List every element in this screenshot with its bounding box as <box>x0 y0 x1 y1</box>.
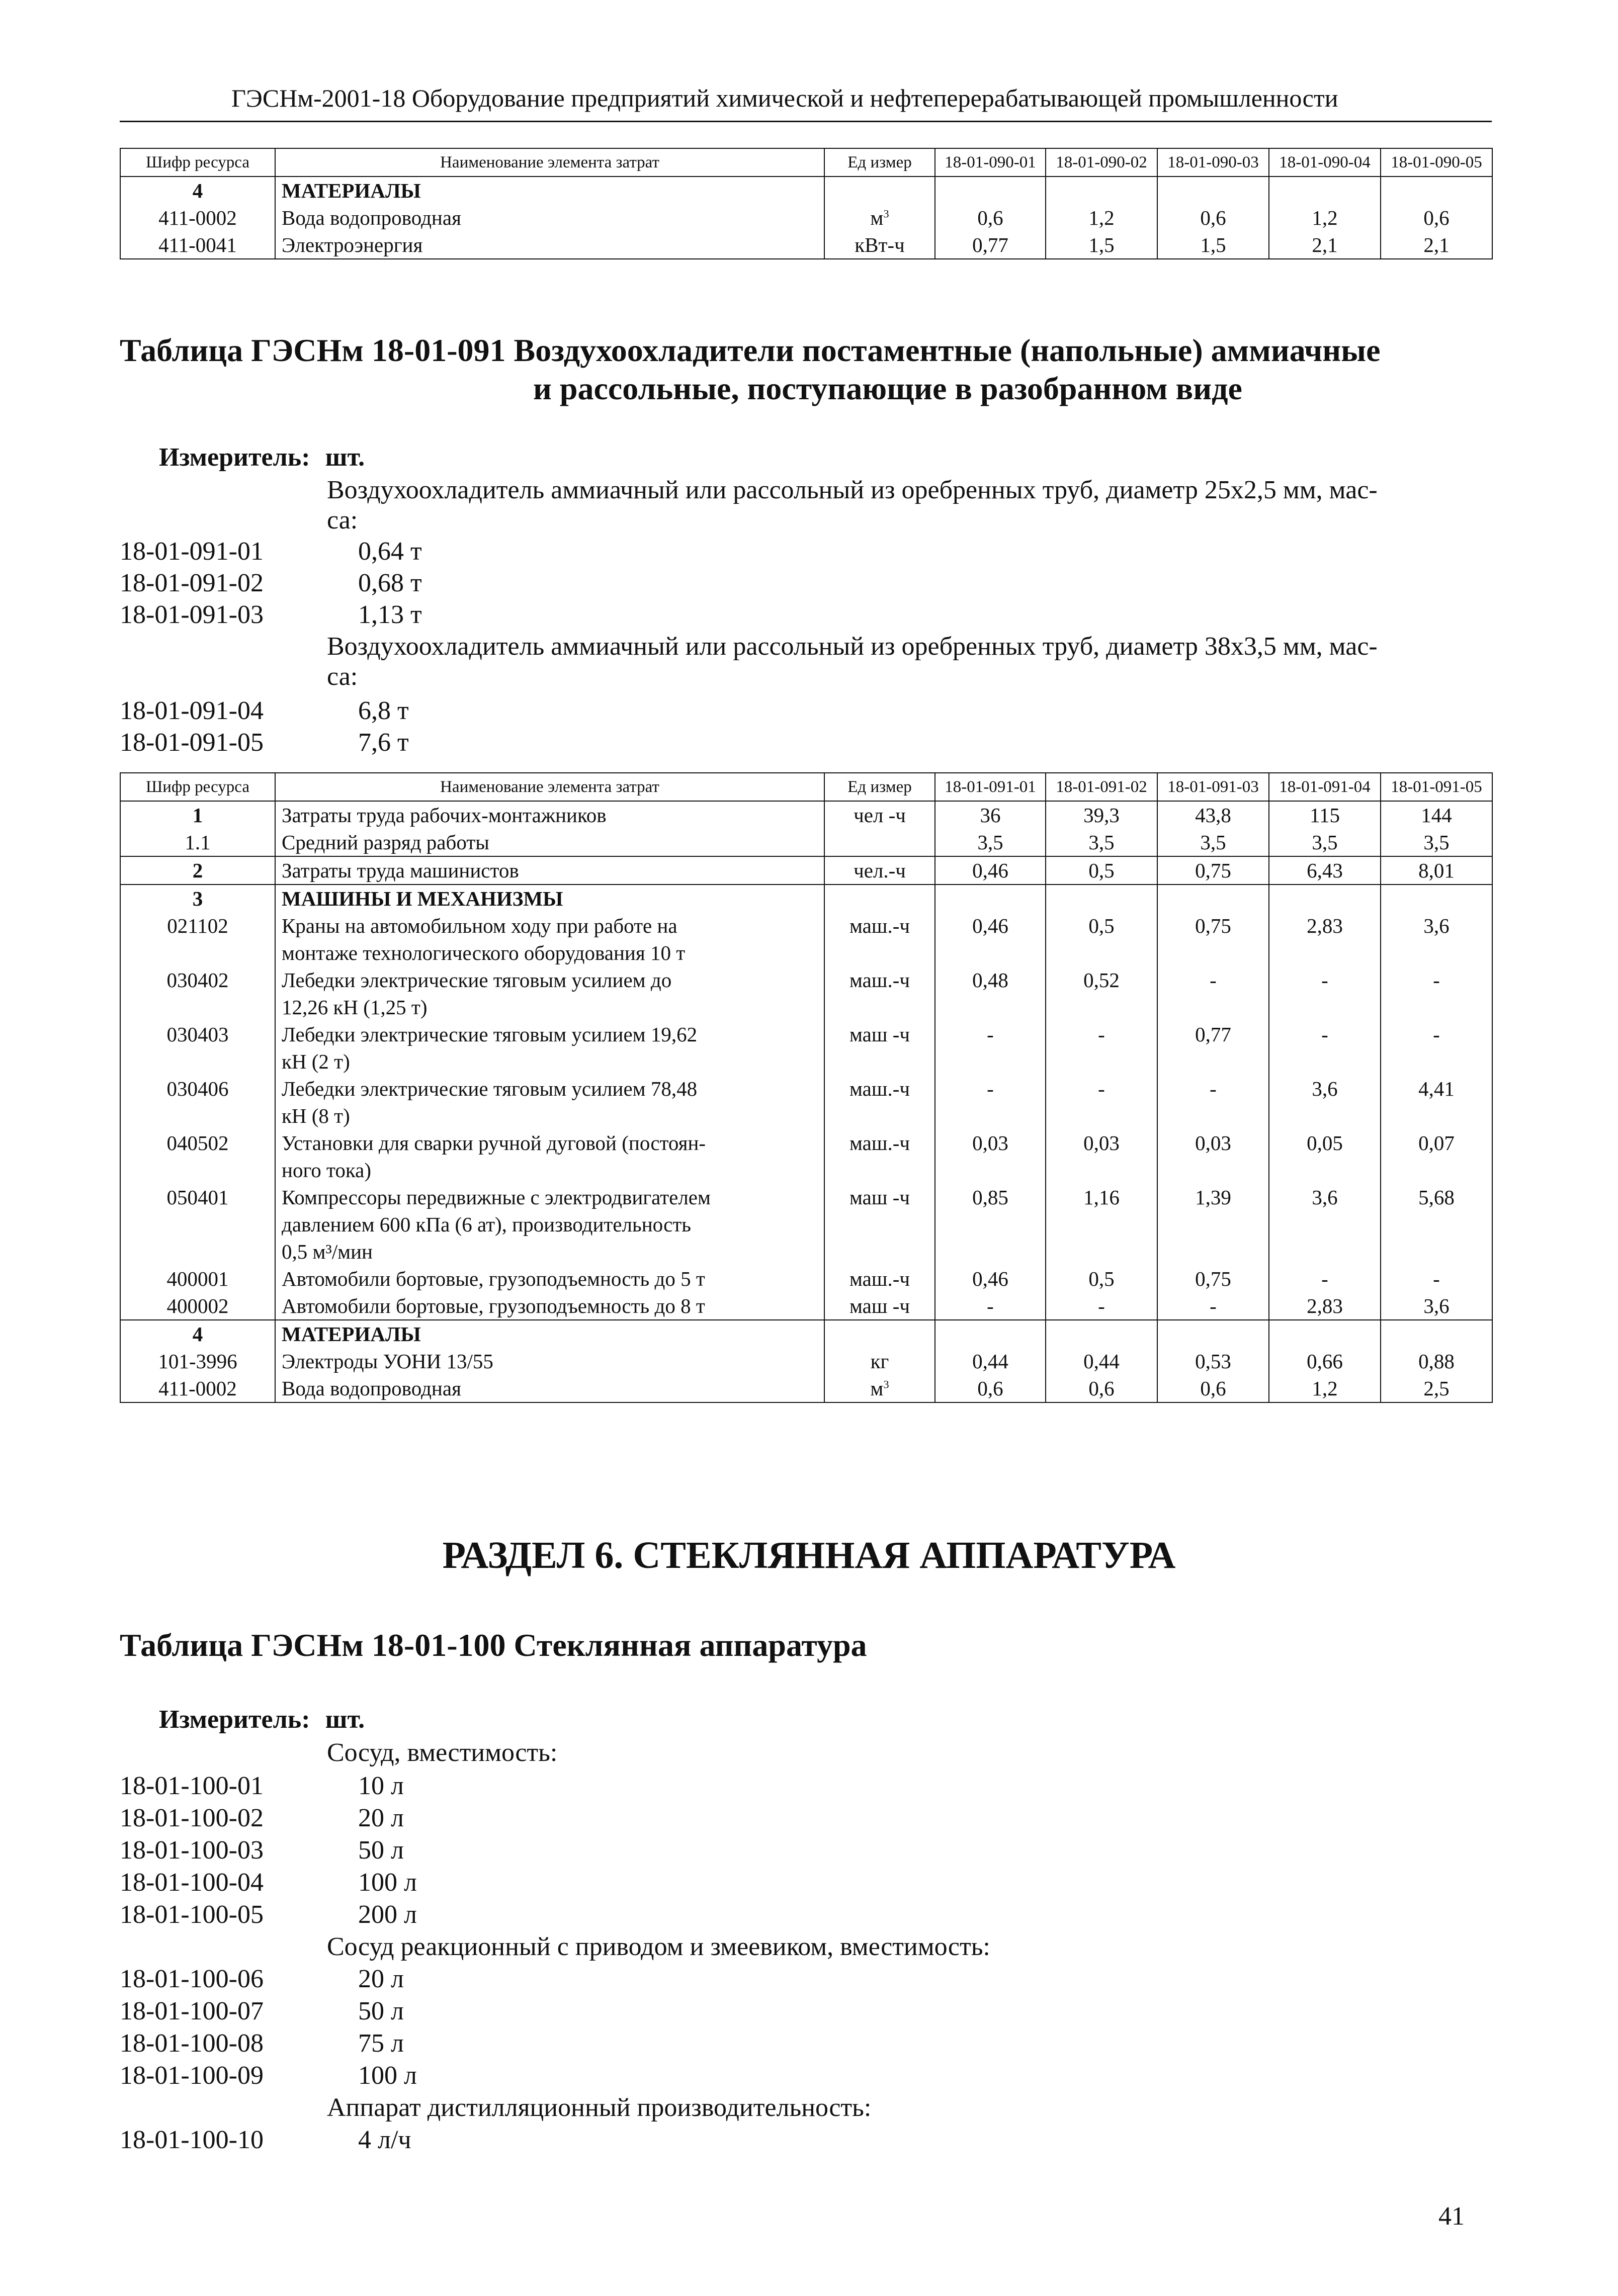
resource-code: 1.1 <box>120 829 275 856</box>
col-header-norm: 18-01-091-02 <box>1046 773 1157 801</box>
measure-value: шт. <box>325 443 365 472</box>
value-cell: 8,01 <box>1381 856 1492 885</box>
item-code: 18-01-100-10 <box>120 2126 264 2154</box>
col-header-name: Наименование элемента затрат <box>275 773 824 801</box>
col-header-norm: 18-01-090-02 <box>1046 148 1157 176</box>
item-value: 100 л <box>358 1868 417 1897</box>
value-cell: - <box>1157 1075 1269 1129</box>
value-cell: 0,03 <box>1046 1129 1157 1184</box>
value-cell: 36 <box>935 801 1046 829</box>
unit-cell: кг <box>824 1348 935 1375</box>
resource-code: 400002 <box>120 1292 275 1320</box>
item-value: 50 л <box>358 1836 404 1865</box>
resource-name: Электроды УОНИ 13/55 <box>275 1348 824 1375</box>
item-code: 18-01-100-04 <box>120 1868 264 1897</box>
table-title-100: Таблица ГЭСНм 18-01-100 Стеклянная аппаратура <box>120 1627 867 1663</box>
value-cell: 0,75 <box>1157 1265 1269 1292</box>
col-header-name: Наименование элемента затрат <box>275 148 824 176</box>
value-cell: 1,39 <box>1157 1184 1269 1265</box>
section-number: 3 <box>120 885 275 912</box>
value-cell: - <box>935 1021 1046 1075</box>
value-cell: 1,2 <box>1046 204 1157 231</box>
item-code: 18-01-091-02 <box>120 569 264 597</box>
value-cell: 0,88 <box>1381 1348 1492 1375</box>
value-cell: 3,6 <box>1269 1184 1381 1265</box>
unit-cell: чел -ч <box>824 801 935 829</box>
running-header: ГЭСНм-2001-18 Оборудование предприятий химической и нефтеперерабатывающей промышленности <box>231 84 1338 112</box>
item-code: 18-01-100-01 <box>120 1772 264 1800</box>
item-code: 18-01-100-02 <box>120 1804 264 1832</box>
measure-label: Измеритель: <box>159 443 310 472</box>
section-title: МАТЕРИАЛЫ <box>275 1320 824 1348</box>
value-cell: 4,41 <box>1381 1075 1492 1129</box>
table-header-row <box>120 148 1492 176</box>
item-code: 18-01-100-07 <box>120 1997 264 2025</box>
item-value: 10 л <box>358 1772 404 1800</box>
item-code: 18-01-091-01 <box>120 537 264 566</box>
unit-cell: маш -ч <box>824 1292 935 1320</box>
value-cell: 2,83 <box>1269 1292 1381 1320</box>
measure-unit <box>159 1705 365 1734</box>
value-cell: 43,8 <box>1157 801 1269 829</box>
value-cell: - <box>1381 1021 1492 1075</box>
resource-code: 050401 <box>120 1184 275 1265</box>
resource-code: 1 <box>120 801 275 829</box>
item-group-description: Воздухоохладитель аммиачный или рассольный из оребренных труб, диаметр 38х3,5 мм, мас- са: <box>327 632 1378 691</box>
table-row <box>120 801 1492 829</box>
item-group-description: Воздухоохладитель аммиачный или рассольный из оребренных труб, диаметр 25х2,5 мм, мас- са: <box>327 476 1378 535</box>
item-value: 1,13 т <box>358 600 422 629</box>
unit-cell: маш -ч <box>824 1184 935 1265</box>
value-cell: - <box>1269 1021 1381 1075</box>
value-cell: 0,85 <box>935 1184 1046 1265</box>
value-cell: 0,6 <box>1157 1375 1269 1402</box>
table-row <box>120 1129 1492 1184</box>
item-code: 18-01-091-03 <box>120 600 264 629</box>
resource-code: 040502 <box>120 1129 275 1184</box>
value-cell: 0,66 <box>1269 1348 1381 1375</box>
value-cell: 0,77 <box>935 231 1046 259</box>
value-cell: 3,6 <box>1381 912 1492 966</box>
measure-unit <box>159 443 365 472</box>
item-code: 18-01-100-06 <box>120 1965 264 1993</box>
item-value: 50 л <box>358 1997 404 2025</box>
value-cell: 0,46 <box>935 912 1046 966</box>
table-row <box>120 912 1492 966</box>
col-header-norm: 18-01-091-03 <box>1157 773 1269 801</box>
resource-name: Затраты труда машинистов <box>275 856 824 885</box>
value-cell: - <box>1381 1265 1492 1292</box>
table-row <box>120 1375 1492 1402</box>
table-row <box>120 1075 1492 1129</box>
item-code: 18-01-100-05 <box>120 1900 264 1929</box>
value-cell: 1,2 <box>1269 204 1381 231</box>
value-cell: 3,5 <box>935 829 1046 856</box>
value-cell: 1,5 <box>1046 231 1157 259</box>
col-header-norm: 18-01-090-03 <box>1157 148 1269 176</box>
table-row <box>120 231 1492 259</box>
section-row <box>120 176 1492 204</box>
value-cell: 0,07 <box>1381 1129 1492 1184</box>
item-value: 200 л <box>358 1900 417 1929</box>
value-cell: - <box>1269 966 1381 1021</box>
value-cell: 2,83 <box>1269 912 1381 966</box>
resource-name: Вода водопроводная <box>275 1375 824 1402</box>
value-cell: 1,5 <box>1157 231 1269 259</box>
col-header-code: Шифр ресурса <box>120 148 275 176</box>
resource-name: Автомобили бортовые, грузоподъемность до 8 т <box>275 1292 824 1320</box>
value-cell: 0,6 <box>935 204 1046 231</box>
value-cell: 2,1 <box>1381 231 1492 259</box>
item-value: 0,68 т <box>358 569 422 597</box>
col-header-norm: 18-01-091-04 <box>1269 773 1381 801</box>
resource-code: 030403 <box>120 1021 275 1075</box>
unit-cell: маш.-ч <box>824 1075 935 1129</box>
value-cell: 0,52 <box>1046 966 1157 1021</box>
table-title-091: Таблица ГЭСНм 18-01-091 Воздухоохладители постаментные (напольные) аммиачные <box>120 332 1381 368</box>
resource-name: Автомобили бортовые, грузоподъемность до 5 т <box>275 1265 824 1292</box>
item-group-description: Сосуд реакционный с приводом и змеевиком, вместимость: <box>327 1932 990 1961</box>
table-row <box>120 829 1492 856</box>
value-cell: 0,46 <box>935 856 1046 885</box>
col-header-code: Шифр ресурса <box>120 773 275 801</box>
resource-code: 101-3996 <box>120 1348 275 1375</box>
value-cell: 1,16 <box>1046 1184 1157 1265</box>
col-header-norm: 18-01-091-05 <box>1381 773 1492 801</box>
value-cell: 0,6 <box>1157 204 1269 231</box>
unit-cell: $м^3$ <box>824 1375 935 1402</box>
resource-code: 411-0041 <box>120 231 275 259</box>
value-cell: 0,46 <box>935 1265 1046 1292</box>
item-value: 20 л <box>358 1804 404 1832</box>
value-cell: 0,6 <box>1381 204 1492 231</box>
resource-code: 2 <box>120 856 275 885</box>
unit-cell: маш -ч <box>824 1021 935 1075</box>
value-cell: 0,77 <box>1157 1021 1269 1075</box>
value-cell: 0,48 <box>935 966 1046 1021</box>
resource-code: 411-0002 <box>120 1375 275 1402</box>
measure-label: Измеритель: <box>159 1705 310 1734</box>
value-cell: 3,5 <box>1381 829 1492 856</box>
resource-name: Вода водопроводная <box>275 204 824 231</box>
value-cell: 0,44 <box>935 1348 1046 1375</box>
unit-cell: кВт-ч <box>824 231 935 259</box>
value-cell: 0,03 <box>1157 1129 1269 1184</box>
value-cell: 0,6 <box>935 1375 1046 1402</box>
value-cell: 0,05 <box>1269 1129 1381 1184</box>
page-number: 41 <box>1438 2202 1465 2231</box>
value-cell: 2,1 <box>1269 231 1381 259</box>
resource-name: Затраты труда рабочих-монтажников <box>275 801 824 829</box>
table-18-01-090-continued <box>120 148 1493 259</box>
resource-name: Компрессоры передвижные с электродвигателем давлением 600 кПа (6 ат), производительность 0,5 м³/мин <box>275 1184 824 1265</box>
value-cell: 2,5 <box>1381 1375 1492 1402</box>
item-code: 18-01-091-05 <box>120 728 264 757</box>
resource-name: Лебедки электрические тяговым усилием 78,48 кН (8 т) <box>275 1075 824 1129</box>
value-cell: - <box>1046 1292 1157 1320</box>
col-header-norm: 18-01-091-01 <box>935 773 1046 801</box>
item-value: 100 л <box>358 2061 417 2090</box>
section-number: 4 <box>120 176 275 204</box>
value-cell: 0,75 <box>1157 912 1269 966</box>
resource-code: 400001 <box>120 1265 275 1292</box>
resource-name: Установки для сварки ручной дуговой (постоян- ного тока) <box>275 1129 824 1184</box>
value-cell: 6,43 <box>1269 856 1381 885</box>
value-cell: 0,03 <box>935 1129 1046 1184</box>
item-value: 7,6 т <box>358 728 409 757</box>
value-cell: 144 <box>1381 801 1492 829</box>
table-row <box>120 1292 1492 1320</box>
value-cell: 3,5 <box>1269 829 1381 856</box>
section-row <box>120 1320 1492 1348</box>
section-title: МАТЕРИАЛЫ <box>275 176 824 204</box>
unit-cell: $м^3$ <box>824 204 935 231</box>
table-row <box>120 204 1492 231</box>
section-heading: РАЗДЕЛ 6. СТЕКЛЯННАЯ АППАРАТУРА <box>442 1534 1176 1576</box>
unit-cell: маш.-ч <box>824 1265 935 1292</box>
section-number: 4 <box>120 1320 275 1348</box>
table-header-row <box>120 773 1492 801</box>
item-value: 6,8 т <box>358 696 409 725</box>
table-row <box>120 1184 1492 1265</box>
resource-code: 030402 <box>120 966 275 1021</box>
table-row <box>120 1021 1492 1075</box>
value-cell: - <box>1381 966 1492 1021</box>
item-code: 18-01-100-08 <box>120 2029 264 2058</box>
value-cell: 3,5 <box>1046 829 1157 856</box>
value-cell: 0,53 <box>1157 1348 1269 1375</box>
col-header-norm: 18-01-090-04 <box>1269 148 1381 176</box>
resource-code: 021102 <box>120 912 275 966</box>
table-title-091-line2: и рассольные, поступающие в разобранном виде <box>533 371 1242 406</box>
value-cell: 0,75 <box>1157 856 1269 885</box>
table-18-01-091 <box>120 772 1493 1403</box>
value-cell: 3,6 <box>1269 1075 1381 1129</box>
unit-cell: маш.-ч <box>824 966 935 1021</box>
resource-name: Электроэнергия <box>275 231 824 259</box>
item-value: 20 л <box>358 1965 404 1993</box>
unit-cell <box>824 829 935 856</box>
value-cell: 3,5 <box>1157 829 1269 856</box>
unit-cell: маш.-ч <box>824 1129 935 1184</box>
value-cell: 1,2 <box>1269 1375 1381 1402</box>
value-cell: 115 <box>1269 801 1381 829</box>
col-header-norm: 18-01-090-01 <box>935 148 1046 176</box>
item-value: 75 л <box>358 2029 404 2058</box>
table-row <box>120 1265 1492 1292</box>
value-cell: - <box>1269 1265 1381 1292</box>
value-cell: - <box>1046 1021 1157 1075</box>
section-title: МАШИНЫ И МЕХАНИЗМЫ <box>275 885 824 912</box>
value-cell: - <box>935 1075 1046 1129</box>
value-cell: 39,3 <box>1046 801 1157 829</box>
value-cell: 0,44 <box>1046 1348 1157 1375</box>
value-cell: - <box>1157 966 1269 1021</box>
item-value: 4 л/ч <box>358 2126 411 2154</box>
col-header-norm: 18-01-090-05 <box>1381 148 1492 176</box>
value-cell: - <box>1046 1075 1157 1129</box>
item-group-description: Аппарат дистилляционный производительность: <box>327 2093 872 2122</box>
unit-cell: маш.-ч <box>824 912 935 966</box>
resource-name: Лебедки электрические тяговым усилием до 12,26 кН (1,25 т) <box>275 966 824 1021</box>
value-cell: - <box>935 1292 1046 1320</box>
measure-value: шт. <box>325 1705 365 1734</box>
item-group-description: Сосуд, вместимость: <box>327 1738 558 1767</box>
resource-name: Средний разряд работы <box>275 829 824 856</box>
table-row <box>120 856 1492 885</box>
col-header-unit: Ед измер <box>824 148 935 176</box>
value-cell: 5,68 <box>1381 1184 1492 1265</box>
value-cell: 0,5 <box>1046 1265 1157 1292</box>
item-code: 18-01-100-03 <box>120 1836 264 1865</box>
item-value: 0,64 т <box>358 537 422 566</box>
header-rule <box>120 121 1492 122</box>
resource-name: Краны на автомобильном ходу при работе на монтаже технологического оборудования 10 т <box>275 912 824 966</box>
resource-code: 411-0002 <box>120 204 275 231</box>
section-row <box>120 885 1492 912</box>
value-cell: 0,5 <box>1046 912 1157 966</box>
value-cell: 0,5 <box>1046 856 1157 885</box>
item-code: 18-01-091-04 <box>120 696 264 725</box>
value-cell: 0,6 <box>1046 1375 1157 1402</box>
table-row <box>120 1348 1492 1375</box>
table-row <box>120 966 1492 1021</box>
resource-name: Лебедки электрические тяговым усилием 19,62 кН (2 т) <box>275 1021 824 1075</box>
value-cell: 3,6 <box>1381 1292 1492 1320</box>
resource-code: 030406 <box>120 1075 275 1129</box>
col-header-unit: Ед измер <box>824 773 935 801</box>
value-cell: - <box>1157 1292 1269 1320</box>
unit-cell: чел.-ч <box>824 856 935 885</box>
item-code: 18-01-100-09 <box>120 2061 264 2090</box>
